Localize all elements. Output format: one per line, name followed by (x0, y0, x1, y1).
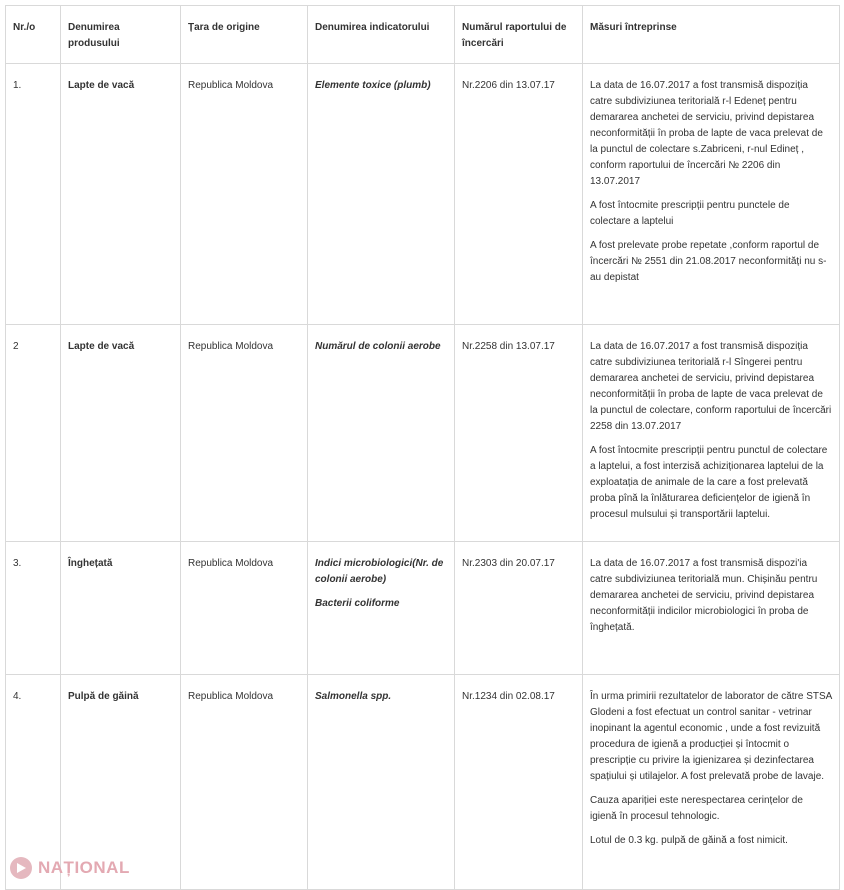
cell-indicator (308, 325, 455, 542)
measure-paragraph: A fost întocmite prescripții pentru punctul de colectare a laptelui, a fost interzisă achiziționarea laptelui de la exploatația de animale de la care a fost prelevată proba pînă la înlăturarea deficiențelor de igienă în procesul mulsului și transportării laptelui. (590, 445, 828, 520)
header-country: Țara de origine (181, 6, 308, 64)
cell-product: Lapte de vacă (61, 325, 181, 542)
cell-country: Republica Moldova (181, 542, 308, 675)
cell-measures (583, 675, 840, 890)
cell-nr: 1. (6, 64, 61, 325)
cell-report: Nr.2206 din 13.07.17 (455, 64, 583, 325)
cell-measures (583, 64, 840, 325)
header-product: Denumirea produsului (61, 6, 181, 64)
cell-measures (583, 542, 840, 675)
indicator-text: Numărul de colonii aerobe (315, 341, 441, 352)
cell-nr: 3. (6, 542, 61, 675)
measure-paragraph: În urma primirii rezultatelor de laborator de către STSA Glodeni a fost efectuat un control sanitar - vetrinar inopinant la agentul economic , unde a fost revizuită procedura de igienă a producției și întocmit o prescripție cu privire la igienizarea și dezinfectarea spațiului și utilajelor. A fost prelevată probe de lavaje. (590, 691, 832, 782)
cell-product: Lapte de vacă (61, 64, 181, 325)
indicator-text: Salmonella spp. (315, 691, 392, 702)
cell-product: Înghețată (61, 542, 181, 675)
cell-report: Nr.2303 din 20.07.17 (455, 542, 583, 675)
cell-indicator (308, 64, 455, 325)
indicator-text: Indici microbiologici(Nr. de colonii aerobe) (315, 558, 444, 585)
header-report: Numărul raportului de încercări (455, 6, 583, 64)
indicator-text: Elemente toxice (plumb) (315, 80, 431, 91)
cell-country: Republica Moldova (181, 64, 308, 325)
indicator-text: Bacterii coliforme (315, 598, 400, 609)
cell-indicator (308, 542, 455, 675)
header-measures: Măsuri întreprinse (583, 6, 840, 64)
table-row (6, 675, 840, 890)
cell-measures (583, 325, 840, 542)
header-indicator: Denumirea indicatorului (308, 6, 455, 64)
cell-nr: 2 (6, 325, 61, 542)
table-row (6, 325, 840, 542)
cell-country: Republica Moldova (181, 675, 308, 890)
table-row (6, 542, 840, 675)
national-watermark-logo (10, 857, 130, 879)
play-circle-icon (10, 857, 32, 879)
measure-paragraph: Cauza apariției este nerespectarea cerințelor de igienă în procesul tehnologic. (590, 795, 803, 822)
measure-paragraph: La data de 16.07.2017 a fost transmisă dispozi'ia catre subdiviziunea teritorială mun. Chișinău pentru demararea anchetei de serviciu, privind depistarea neconformității indicilor microbiologici în proba de înghețată. (590, 558, 818, 633)
measure-paragraph: A fost întocmite prescripții pentru punctele de colectare a laptelui (590, 200, 790, 227)
cell-report: Nr.1234 din 02.08.17 (455, 675, 583, 890)
watermark-text: NAȚIONAL (38, 858, 130, 877)
measure-paragraph: La data de 16.07.2017 a fost transmisă dispoziția catre subdiviziunea teritorială r-l Sîngerei pentru demararea anchetei de serviciu, privind depistarea neconformității în proba de lapte de vaca prelevat de la punctul de colectare, conform raportului de încercări 2258 din 13.07.2017 (590, 341, 832, 432)
header-nr: Nr./o (6, 6, 61, 64)
measure-paragraph: Lotul de 0.3 kg. pulpă de găină a fost nimicit. (590, 835, 788, 846)
measures-table (5, 5, 840, 890)
table-row (6, 64, 840, 325)
measure-paragraph: La data de 16.07.2017 a fost transmisă dispoziția catre subdiviziunea teritorială r-l Edeneț pentru demararea anchetei de serviciu, privind depistarea neconformității în proba de lapte de vaca prelevat de la punctul de colectare s.Zabriceni, r-nul Edineț , conform raportului de încercări № 2206 din 13.07.2017 (590, 80, 823, 187)
measure-paragraph: A fost prelevate probe repetate ,conform raportul de încercări № 2551 din 21.08.2017 neconformități nu s-au depistat (590, 240, 827, 283)
cell-country: Republica Moldova (181, 325, 308, 542)
cell-nr: 4. (6, 675, 61, 890)
table-header-row (6, 6, 840, 64)
cell-report: Nr.2258 din 13.07.17 (455, 325, 583, 542)
cell-indicator (308, 675, 455, 890)
cell-product: Pulpă de găină (61, 675, 181, 890)
